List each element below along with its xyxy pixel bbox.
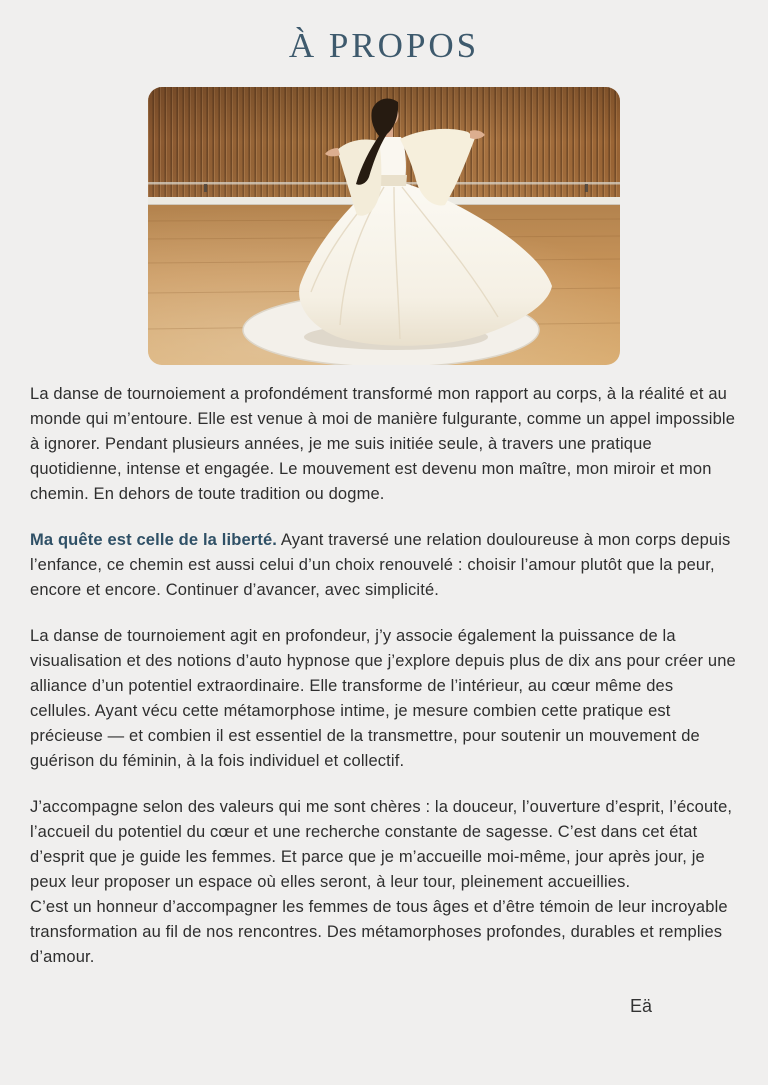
paragraph-2-lead: Ma quête est celle de la liberté. — [30, 531, 278, 549]
hero-photo-whirling-dancer — [148, 87, 620, 365]
paragraph-2-rest: Ayant traversé une relation douloureuse à mon corps depuis l’enfance, ce chemin est aussi celui d’un choix renouvelé : choisir l’amour plutôt que la peur, encore et encore. Continuer d’avancer, avec simplicité. — [30, 531, 731, 599]
about-text — [0, 382, 768, 1017]
paragraph-4-part-1: J’accompagne selon des valeurs qui me sont chères : la douceur, l’ouverture d’esprit, l’écoute, l’accueil du potentiel du cœur et une recherche constante de sagesse. C’est dans cet état d’esprit que je guide les femmes. Et parce que je m’accueille moi-même, jour après jour, je peux leur proposer un espace où elles seront, à leur tour, pleinement accueillies. — [30, 798, 733, 891]
whirling-dancer-illustration — [148, 87, 620, 365]
about-paragraph-4 — [30, 795, 738, 970]
about-paragraph-1: La danse de tournoiement a profondément transformé mon rapport au corps, à la réalité et au monde qui m’entoure. Elle est venue à moi de manière fulgurante, comme un appel impossible à ignorer. Pendant plusieurs années, je me suis initiée seule, à travers une pratique quotidienne, intense et engagée. Le mouvement est devenu mon maître, mon miroir et mon chemin. En dehors de toute tradition ou dogme. — [30, 385, 736, 503]
about-paragraph-2 — [30, 528, 738, 603]
page-title: À PROPOS — [288, 26, 480, 65]
about-paragraph-3: La danse de tournoiement agit en profondeur, j’y associe également la puissance de la visualisation et des notions d’auto hypnose que j’explore depuis plus de dix ans pour créer une alliance d’un potentiel extraordinaire. Elle transforme de l’intérieur, au cœur même des cellules. Ayant vécu cette métamorphose intime, je mesure combien cette pratique est précieuse — et combien il est essentiel de la transmettre, pour soutenir un mouvement de guérison du féminin, à la fois individuel et collectif. — [30, 627, 736, 770]
signature: Eä — [629, 996, 652, 1016]
paragraph-4-part-2: C’est un honneur d’accompagner les femmes de tous âges et d’être témoin de leur incroyable transformation au fil de nos rencontres. Des métamorphoses profondes, durables et remplies d’amour. — [30, 898, 728, 966]
